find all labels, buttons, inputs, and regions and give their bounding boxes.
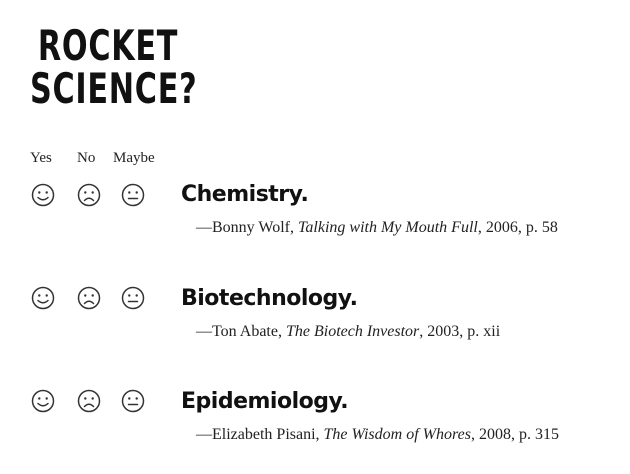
citation-dash: — [196,323,212,340]
citation-work: The Wisdom of Whores [323,426,471,443]
frowning-face-icon[interactable] [77,286,101,310]
citation-work: Talking with My Mouth Full [297,219,478,236]
topic-heading: Biotechnology. [181,286,358,311]
citation [196,426,559,444]
citation-author: Ton Abate [212,323,278,340]
citation-dash: — [196,219,212,236]
page-title [30,21,198,113]
smiley-face-icon[interactable] [31,183,55,207]
topic-heading: Epidemiology. [181,389,349,414]
citation-details: , 2008, p. 315 [470,426,559,443]
neutral-face-icon[interactable] [121,389,145,413]
smiley-face-icon[interactable] [31,389,55,413]
smiley-face-icon[interactable] [31,286,55,310]
citation-dash: — [196,426,212,443]
title-line-2: SCIENCE? [30,64,198,113]
citation-separator: , [315,426,324,443]
frowning-face-icon[interactable] [77,183,101,207]
column-header-no: No [77,150,96,166]
citation [196,323,500,341]
neutral-face-icon[interactable] [121,183,145,207]
topic-heading: Chemistry. [181,182,309,207]
citation-separator: , [277,323,286,340]
citation-work: The Biotech Investor [285,323,420,340]
citation-separator: , [289,219,298,236]
title-line-1: ROCKET [37,21,179,70]
neutral-face-icon[interactable] [121,286,145,310]
citation-details: , 2006, p. 58 [477,219,558,236]
citation [196,219,558,237]
column-header-yes: Yes [30,150,52,166]
citation-details: , 2003, p. xii [419,323,501,340]
citation-author: Bonny Wolf [212,219,290,236]
citation-author: Elizabeth Pisani [212,426,316,443]
frowning-face-icon[interactable] [77,389,101,413]
column-header-maybe: Maybe [113,150,155,166]
